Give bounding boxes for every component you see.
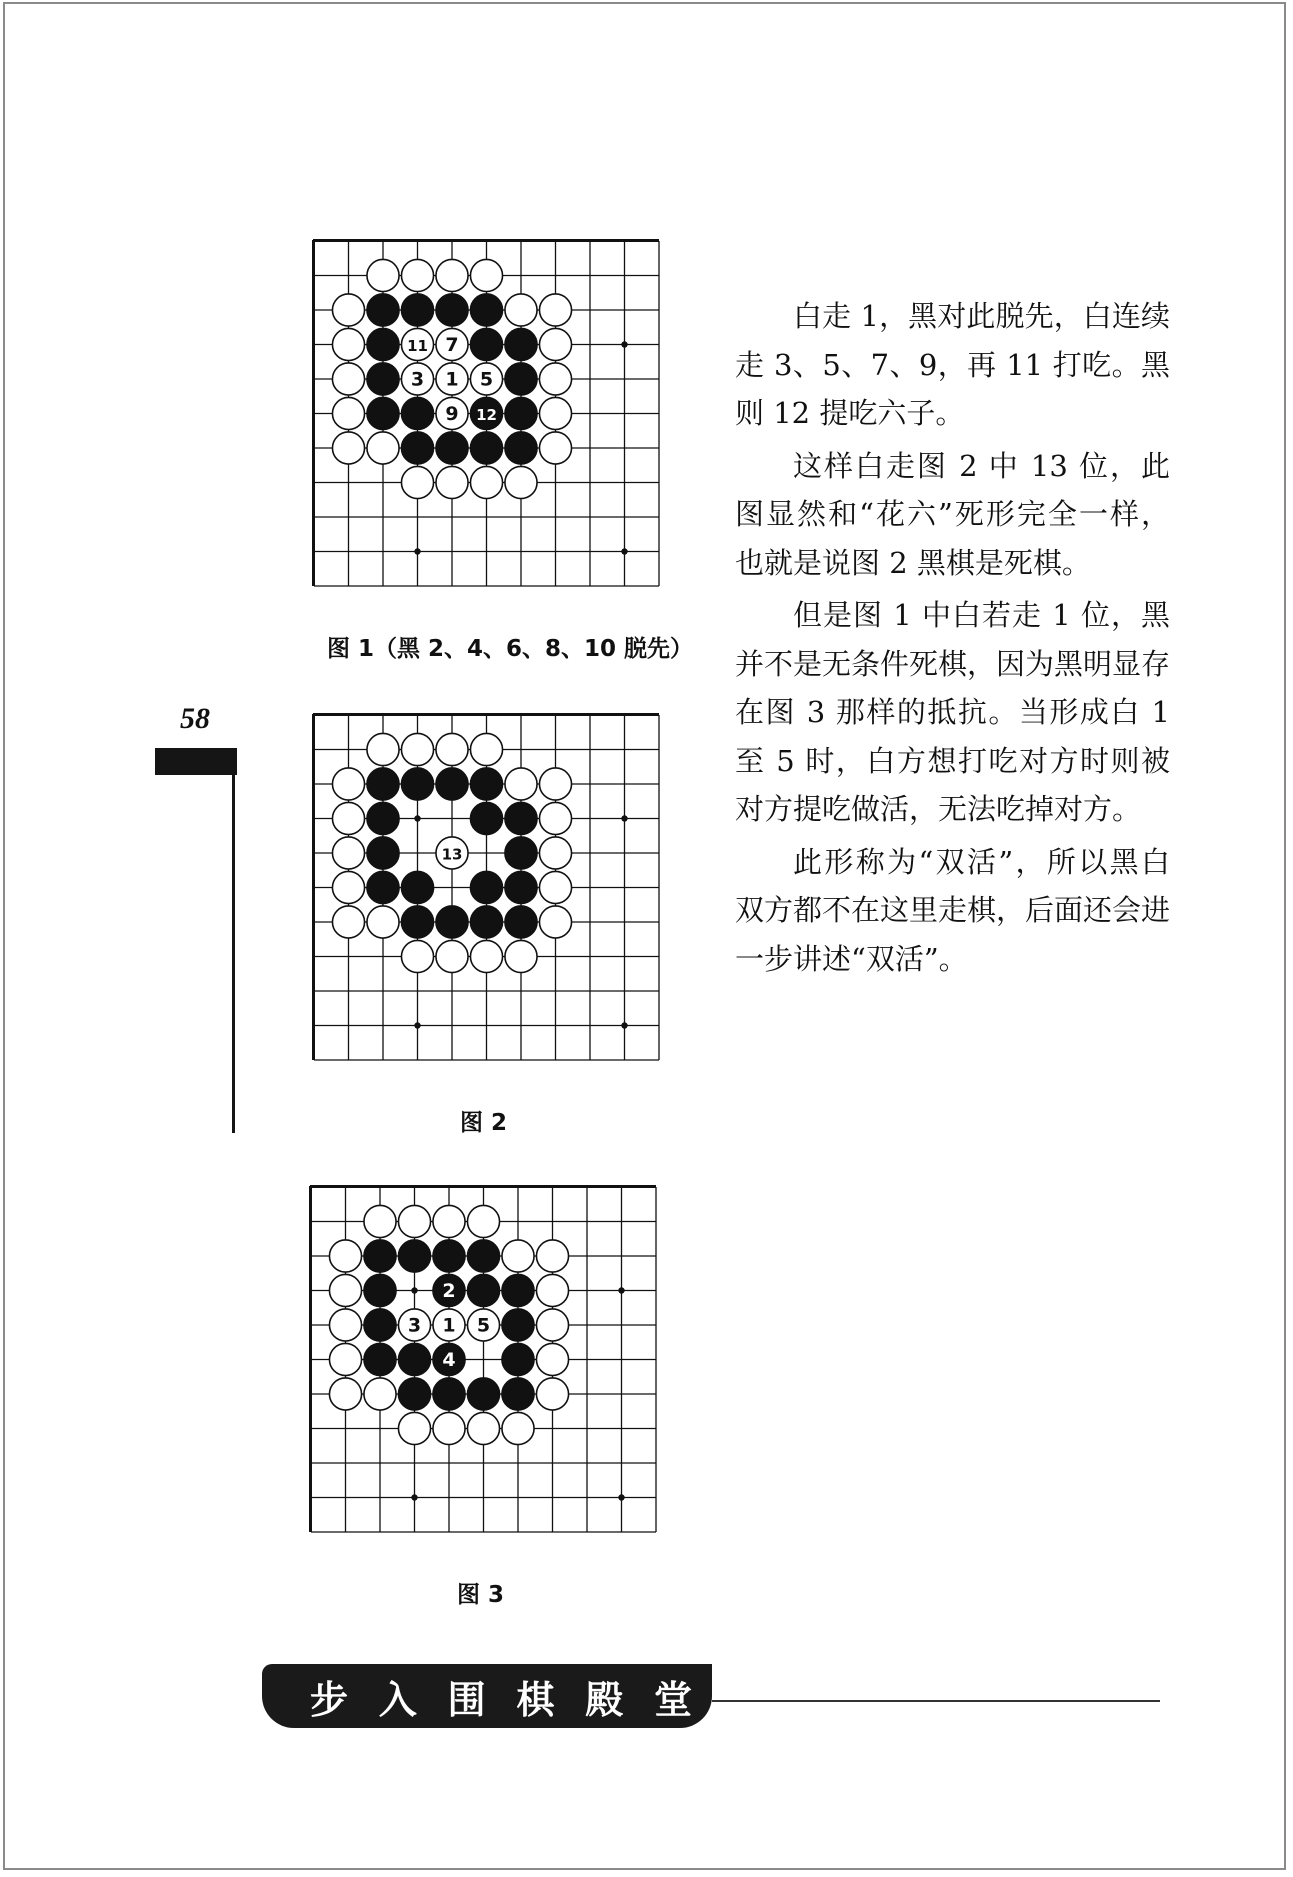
black-stone (436, 768, 468, 800)
black-stone (502, 1309, 534, 1341)
black-stone (505, 906, 537, 938)
paragraph-2: 这样白走图 2 中 13 位，此图显然和“花六”死形完全一样，也就是说图 2 黑棋是死棋。 (735, 448, 1170, 580)
white-stone (329, 1240, 361, 1272)
white-stone (539, 802, 571, 834)
go-board-3 (310, 1186, 682, 1558)
move-number: 4 (442, 1349, 456, 1371)
black-stone (467, 1240, 499, 1272)
paragraph-1: 白走 1，黑对此脱先，白连续走 3、5、7、9，再 11 打吃。黑则 12 提吃六子。 (735, 299, 1170, 430)
black-stone (470, 294, 502, 326)
white-stone (502, 1412, 534, 1444)
banner-char: 殿 (585, 1677, 626, 1722)
page-tab-marker (155, 748, 237, 775)
banner-title (302, 1664, 702, 1728)
white-stone (470, 940, 502, 972)
black-stone (436, 294, 468, 326)
black-stone (502, 1274, 534, 1306)
black-stone (505, 802, 537, 834)
white-stone (332, 837, 364, 869)
white-stone (505, 294, 537, 326)
white-stone (401, 940, 433, 972)
black-stone (470, 432, 502, 464)
white-stone (470, 733, 502, 765)
star-point (414, 548, 420, 554)
white-stone (401, 259, 433, 291)
move-number: 5 (476, 1314, 491, 1337)
black-stone (401, 768, 433, 800)
move-number: 13 (441, 845, 463, 864)
black-stone (436, 432, 468, 464)
series-title-banner (262, 1664, 712, 1728)
white-stone (367, 906, 399, 938)
black-stone (367, 871, 399, 903)
body-text (735, 292, 1170, 983)
star-point (618, 1494, 624, 1500)
star-point (621, 1022, 627, 1028)
white-stone (536, 1274, 568, 1306)
black-stone (467, 1378, 499, 1410)
go-board-2 (313, 714, 685, 1086)
black-stone (505, 837, 537, 869)
black-stone (367, 294, 399, 326)
white-stone (536, 1378, 568, 1410)
star-point (414, 1022, 420, 1028)
figure-1-caption: 图 1（黑 2、4、6、8、10 脱先） (327, 636, 694, 662)
black-stone (470, 906, 502, 938)
white-stone (329, 1378, 361, 1410)
white-stone (401, 733, 433, 765)
black-stone (502, 1378, 534, 1410)
white-stone (332, 294, 364, 326)
white-stone (332, 328, 364, 360)
white-stone (470, 259, 502, 291)
white-stone (536, 1240, 568, 1272)
white-stone (367, 259, 399, 291)
star-point (621, 548, 627, 554)
star-point (621, 341, 627, 347)
move-number: 3 (410, 368, 425, 391)
move-number: 1 (445, 368, 459, 391)
black-stone (470, 871, 502, 903)
footer-rule (712, 1700, 1160, 1702)
black-stone (436, 906, 468, 938)
white-stone (539, 328, 571, 360)
black-stone (470, 328, 502, 360)
star-point (618, 1287, 624, 1293)
white-stone (332, 397, 364, 429)
white-stone (539, 294, 571, 326)
white-stone (329, 1274, 361, 1306)
white-stone (398, 1205, 430, 1237)
star-point (411, 1287, 417, 1293)
black-stone (367, 397, 399, 429)
white-stone (332, 363, 364, 395)
figure-3-caption: 图 3 (457, 1582, 505, 1608)
black-stone (398, 1240, 430, 1272)
white-stone (436, 466, 468, 498)
black-stone (367, 363, 399, 395)
white-stone (329, 1343, 361, 1375)
white-stone (467, 1412, 499, 1444)
figure-2-caption: 图 2 (460, 1110, 508, 1136)
white-stone (505, 466, 537, 498)
move-number: 11 (407, 337, 428, 355)
black-stone (398, 1343, 430, 1375)
paragraph-3: 但是图 1 中白若走 1 位，黑并不是无条件死棋，因为黑明显存在图 3 那样的抵抗。当形成白 1 至 5 时，白方想打吃对方时则被对方提吃做活，无法吃掉对方。 (735, 598, 1171, 826)
banner-char: 入 (378, 1677, 419, 1722)
black-stone (502, 1343, 534, 1375)
black-stone (401, 871, 433, 903)
move-number: 9 (445, 403, 459, 425)
black-stone (401, 397, 433, 429)
banner-char: 棋 (516, 1677, 557, 1722)
banner-char: 堂 (653, 1677, 694, 1722)
white-stone (433, 1205, 465, 1237)
white-stone (536, 1309, 568, 1341)
white-stone (332, 802, 364, 834)
black-stone (367, 768, 399, 800)
black-stone (401, 906, 433, 938)
white-stone (505, 768, 537, 800)
white-stone (436, 733, 468, 765)
star-point (414, 815, 420, 821)
go-board-1 (313, 240, 685, 612)
black-stone (505, 363, 537, 395)
white-stone (329, 1309, 361, 1341)
white-stone (539, 871, 571, 903)
black-stone (433, 1378, 465, 1410)
star-point (411, 1494, 417, 1500)
move-number: 3 (407, 1314, 422, 1337)
white-stone (332, 871, 364, 903)
banner-char: 围 (447, 1677, 488, 1722)
move-number: 2 (442, 1280, 456, 1302)
black-stone (467, 1274, 499, 1306)
black-stone (364, 1343, 396, 1375)
white-stone (539, 906, 571, 938)
white-stone (367, 733, 399, 765)
white-stone (436, 259, 468, 291)
white-stone (467, 1205, 499, 1237)
banner-char: 步 (310, 1677, 351, 1722)
go-diagram-2 (313, 714, 685, 1086)
move-number: 12 (476, 406, 497, 424)
white-stone (332, 432, 364, 464)
black-stone (367, 837, 399, 869)
go-diagram-1 (313, 240, 685, 612)
white-stone (539, 397, 571, 429)
white-stone (539, 363, 571, 395)
white-stone (539, 768, 571, 800)
move-number: 5 (479, 368, 494, 391)
black-stone (505, 328, 537, 360)
black-stone (470, 768, 502, 800)
white-stone (470, 466, 502, 498)
page-number: 58 (180, 702, 210, 735)
move-number: 1 (442, 1314, 456, 1337)
star-point (621, 815, 627, 821)
white-stone (401, 466, 433, 498)
page-side-rule (232, 775, 235, 1133)
paragraph-4: 此形称为“双活”，所以黑白双方都不在这里走棋，后面还会进一步讲述“双活”。 (735, 844, 1171, 976)
black-stone (505, 871, 537, 903)
black-stone (433, 1240, 465, 1272)
white-stone (505, 940, 537, 972)
black-stone (364, 1274, 396, 1306)
white-stone (436, 940, 468, 972)
go-diagram-3 (310, 1186, 682, 1558)
black-stone (398, 1378, 430, 1410)
black-stone (367, 328, 399, 360)
black-stone (470, 802, 502, 834)
white-stone (433, 1412, 465, 1444)
white-stone (398, 1412, 430, 1444)
black-stone (364, 1309, 396, 1341)
white-stone (536, 1343, 568, 1375)
white-stone (502, 1240, 534, 1272)
move-number: 7 (445, 334, 459, 356)
white-stone (364, 1205, 396, 1237)
white-stone (364, 1378, 396, 1410)
black-stone (505, 432, 537, 464)
white-stone (332, 768, 364, 800)
black-stone (401, 432, 433, 464)
black-stone (367, 802, 399, 834)
black-stone (505, 397, 537, 429)
white-stone (367, 432, 399, 464)
white-stone (332, 906, 364, 938)
black-stone (364, 1240, 396, 1272)
black-stone (401, 294, 433, 326)
white-stone (539, 837, 571, 869)
white-stone (539, 432, 571, 464)
